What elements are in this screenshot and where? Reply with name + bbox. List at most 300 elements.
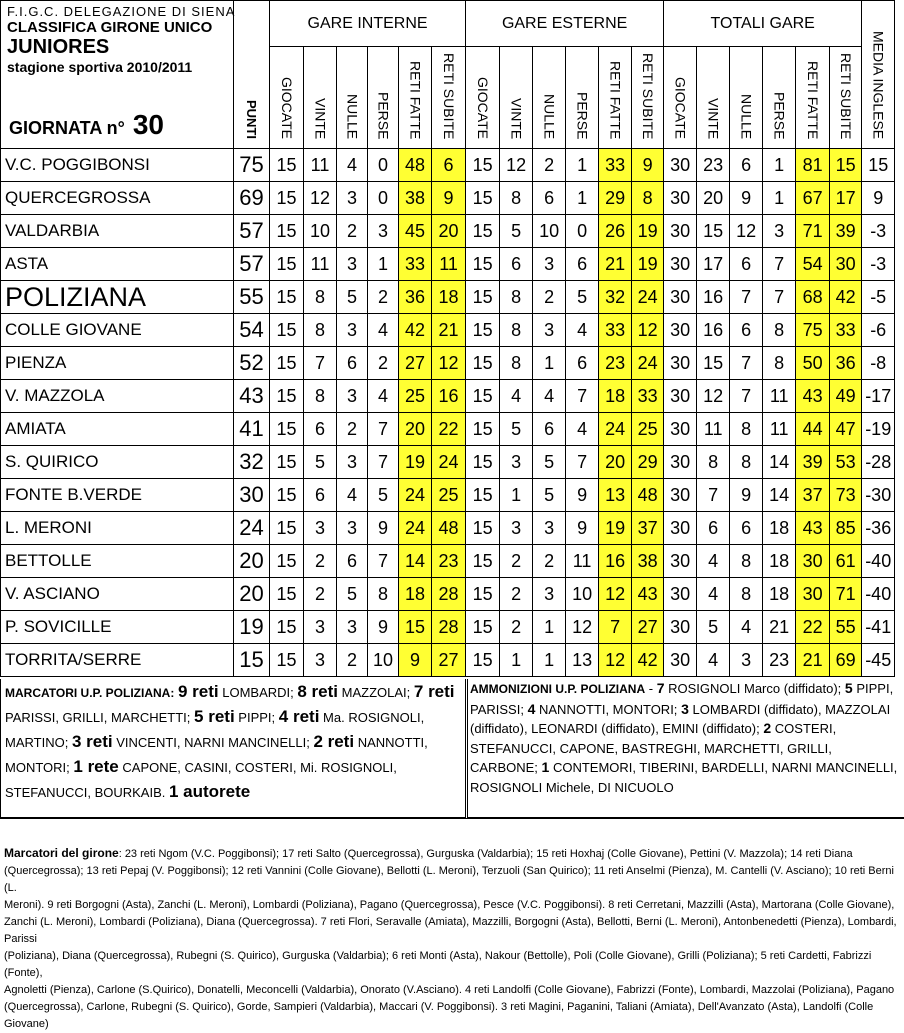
cell-away-5: 38: [632, 545, 664, 578]
goals-3: 3 reti: [71, 732, 113, 751]
table-row: [1, 380, 895, 413]
cell-tot-4: 50: [796, 347, 830, 380]
cell-away-1: 6: [500, 248, 533, 281]
col-header-tot-2: NULLE: [730, 47, 763, 149]
cell-tot-4: 44: [796, 413, 830, 446]
media-inglese: -5: [862, 281, 895, 314]
cell-tot-3: 1: [763, 149, 796, 182]
cell-tot-0: 30: [664, 644, 697, 677]
cell-tot-3: 11: [763, 380, 796, 413]
cell-tot-2: 8: [730, 545, 763, 578]
goals-5: 5 reti: [194, 707, 235, 726]
cell-tot-4: 54: [796, 248, 830, 281]
cell-home-1: 6: [304, 413, 337, 446]
cell-tot-2: 8: [730, 413, 763, 446]
cell-home-4: 42: [399, 314, 432, 347]
cell-home-1: 2: [304, 545, 337, 578]
cell-home-4: 20: [399, 413, 432, 446]
cell-away-3: 12: [566, 611, 599, 644]
team-name: POLIZIANA: [1, 281, 234, 314]
cell-away-3: 11: [566, 545, 599, 578]
col-header-home-4: RETI FATTE: [399, 47, 432, 149]
cell-away-2: 5: [533, 479, 566, 512]
table-row: [1, 512, 895, 545]
cell-away-5: 48: [632, 479, 664, 512]
cell-away-4: 29: [599, 182, 632, 215]
cell-tot-0: 30: [664, 413, 697, 446]
team-points: 19: [234, 611, 270, 644]
league-scorers-box: [0, 818, 904, 1030]
media-inglese: -41: [862, 611, 895, 644]
team-points: 24: [234, 512, 270, 545]
cell-home-0: 15: [270, 545, 304, 578]
team-name: P. SOVICILLE: [1, 611, 234, 644]
cell-home-2: 2: [337, 215, 368, 248]
cell-tot-0: 30: [664, 479, 697, 512]
cell-home-0: 15: [270, 446, 304, 479]
col-header-tot-5: RETI SUBITE: [830, 47, 862, 149]
cell-home-3: 7: [368, 545, 399, 578]
cell-tot-4: 71: [796, 215, 830, 248]
cell-tot-0: 30: [664, 215, 697, 248]
table-row: [1, 248, 895, 281]
cell-home-4: 38: [399, 182, 432, 215]
cell-away-2: 3: [533, 314, 566, 347]
warned-2: COSTERI, STEFANUCCI, CAPONE, BASTREGHI, MARCHETTI, GRILLI, CARBONE;: [470, 721, 837, 775]
cell-home-1: 5: [304, 446, 337, 479]
warned-5: PIPPI, PARISSI;: [470, 681, 894, 717]
cell-home-1: 8: [304, 380, 337, 413]
cell-tot-3: 11: [763, 413, 796, 446]
goals-9: 9 reti: [177, 682, 219, 701]
cell-tot-2: 6: [730, 512, 763, 545]
cell-home-2: 5: [337, 578, 368, 611]
cell-away-3: 7: [566, 446, 599, 479]
team-points: 43: [234, 380, 270, 413]
cell-home-5: 28: [432, 578, 466, 611]
cell-away-1: 5: [500, 413, 533, 446]
cell-home-4: 24: [399, 479, 432, 512]
cell-away-3: 1: [566, 149, 599, 182]
cell-away-1: 4: [500, 380, 533, 413]
table-row: [1, 347, 895, 380]
cell-away-2: 4: [533, 380, 566, 413]
cell-home-1: 8: [304, 281, 337, 314]
table-row: [1, 149, 895, 182]
cell-home-1: 12: [304, 182, 337, 215]
cell-tot-5: 36: [830, 347, 862, 380]
header-block: [1, 1, 234, 149]
cell-home-3: 9: [368, 611, 399, 644]
warnings-1: 1: [541, 759, 550, 775]
scorers-7: PARISSI, GRILLI, MARCHETTI;: [5, 710, 191, 725]
cell-away-5: 12: [632, 314, 664, 347]
team-warnings-box: [467, 679, 904, 818]
cell-home-4: 19: [399, 446, 432, 479]
warned-1: CONTEMORI, TIBERINI, BARDELLI, NARNI MANCINELLI, ROSIGNOLI Michele, DI NICUOLO: [470, 760, 898, 795]
team-name: FONTE B.VERDE: [1, 479, 234, 512]
cell-away-1: 3: [500, 446, 533, 479]
cell-away-5: 42: [632, 644, 664, 677]
cell-tot-1: 23: [697, 149, 730, 182]
media-inglese: -30: [862, 479, 895, 512]
team-name: V.C. POGGIBONSI: [1, 149, 234, 182]
warnings-dash: -: [648, 681, 654, 696]
scorers-2: NANNOTTI, MONTORI;: [5, 735, 428, 775]
team-points: 57: [234, 215, 270, 248]
goals-1: 1 rete: [73, 757, 119, 776]
cell-tot-1: 16: [697, 281, 730, 314]
cell-away-0: 15: [466, 545, 500, 578]
cell-home-5: 24: [432, 446, 466, 479]
media-inglese: -17: [862, 380, 895, 413]
cell-home-3: 7: [368, 446, 399, 479]
group-total-header: TOTALI GARE: [664, 1, 862, 47]
cell-tot-3: 8: [763, 347, 796, 380]
cell-home-1: 8: [304, 314, 337, 347]
team-name: PIENZA: [1, 347, 234, 380]
cell-away-0: 15: [466, 446, 500, 479]
cell-tot-1: 4: [697, 644, 730, 677]
group-home-header: GARE INTERNE: [270, 1, 466, 47]
scorers-5: PIPPI;: [238, 710, 276, 725]
cell-home-4: 45: [399, 215, 432, 248]
cell-tot-4: 30: [796, 578, 830, 611]
media-inglese: 9: [862, 182, 895, 215]
cell-away-5: 29: [632, 446, 664, 479]
cell-away-3: 1: [566, 182, 599, 215]
cell-home-2: 2: [337, 413, 368, 446]
cell-home-5: 18: [432, 281, 466, 314]
cell-away-0: 15: [466, 380, 500, 413]
cell-tot-3: 8: [763, 314, 796, 347]
cell-away-5: 24: [632, 347, 664, 380]
cell-home-4: 15: [399, 611, 432, 644]
cell-home-3: 10: [368, 644, 399, 677]
cell-tot-3: 1: [763, 182, 796, 215]
cell-home-3: 1: [368, 248, 399, 281]
table-row: [1, 545, 895, 578]
cell-home-2: 4: [337, 479, 368, 512]
round-info: [9, 109, 164, 141]
cell-away-0: 15: [466, 314, 500, 347]
cell-home-4: 36: [399, 281, 432, 314]
cell-home-5: 9: [432, 182, 466, 215]
cell-tot-5: 49: [830, 380, 862, 413]
cell-tot-0: 30: [664, 347, 697, 380]
media-header: MEDIA INGLESE: [862, 1, 895, 149]
col-header-away-3: PERSE: [566, 47, 599, 149]
cell-tot-2: 6: [730, 149, 763, 182]
col-header-home-2: NULLE: [337, 47, 368, 149]
cell-home-4: 14: [399, 545, 432, 578]
cell-tot-3: 14: [763, 446, 796, 479]
cell-tot-3: 7: [763, 281, 796, 314]
media-inglese: -45: [862, 644, 895, 677]
punti-header: PUNTI: [234, 1, 270, 149]
cell-home-2: 3: [337, 512, 368, 545]
cell-home-0: 15: [270, 644, 304, 677]
team-name: ASTA: [1, 248, 234, 281]
cell-away-1: 2: [500, 578, 533, 611]
team-points: 55: [234, 281, 270, 314]
table-row: [1, 446, 895, 479]
col-header-tot-4: RETI FATTE: [796, 47, 830, 149]
cell-tot-4: 75: [796, 314, 830, 347]
cell-tot-3: 14: [763, 479, 796, 512]
cell-tot-5: 61: [830, 545, 862, 578]
cell-tot-0: 30: [664, 149, 697, 182]
cell-tot-1: 15: [697, 215, 730, 248]
team-points: 15: [234, 644, 270, 677]
team-name: BETTOLLE: [1, 545, 234, 578]
cell-away-1: 5: [500, 215, 533, 248]
cell-home-0: 15: [270, 611, 304, 644]
cell-tot-0: 30: [664, 380, 697, 413]
cell-tot-2: 7: [730, 281, 763, 314]
cell-tot-1: 6: [697, 512, 730, 545]
cell-away-0: 15: [466, 479, 500, 512]
cell-tot-5: 42: [830, 281, 862, 314]
cell-away-4: 32: [599, 281, 632, 314]
cell-away-1: 1: [500, 644, 533, 677]
col-header-tot-3: PERSE: [763, 47, 796, 149]
team-points: 54: [234, 314, 270, 347]
round-number: 30: [132, 109, 165, 140]
cell-away-0: 15: [466, 413, 500, 446]
team-name: VALDARBIA: [1, 215, 234, 248]
cell-home-5: 6: [432, 149, 466, 182]
goals-8: 8 reti: [297, 682, 339, 701]
cell-home-2: 2: [337, 644, 368, 677]
cell-away-4: 13: [599, 479, 632, 512]
cell-tot-0: 30: [664, 446, 697, 479]
col-header-away-1: VINTE: [500, 47, 533, 149]
media-inglese: -36: [862, 512, 895, 545]
cell-away-3: 10: [566, 578, 599, 611]
cell-home-2: 3: [337, 611, 368, 644]
cell-away-0: 15: [466, 611, 500, 644]
cell-home-0: 15: [270, 578, 304, 611]
cell-home-2: 6: [337, 347, 368, 380]
cell-away-3: 9: [566, 479, 599, 512]
cell-tot-3: 21: [763, 611, 796, 644]
cell-away-0: 15: [466, 512, 500, 545]
cell-away-5: 19: [632, 215, 664, 248]
cell-home-3: 4: [368, 314, 399, 347]
cell-away-2: 1: [533, 347, 566, 380]
cell-tot-3: 23: [763, 644, 796, 677]
media-inglese: -8: [862, 347, 895, 380]
cell-tot-0: 30: [664, 248, 697, 281]
cell-away-4: 20: [599, 446, 632, 479]
col-header-home-3: PERSE: [368, 47, 399, 149]
cell-away-2: 3: [533, 512, 566, 545]
col-header-away-5: RETI SUBITE: [632, 47, 664, 149]
cell-home-3: 2: [368, 347, 399, 380]
cell-tot-3: 7: [763, 248, 796, 281]
cell-home-4: 48: [399, 149, 432, 182]
cell-home-2: 5: [337, 281, 368, 314]
cell-tot-3: 3: [763, 215, 796, 248]
cell-home-0: 15: [270, 479, 304, 512]
cell-away-5: 24: [632, 281, 664, 314]
cell-away-5: 25: [632, 413, 664, 446]
cell-tot-0: 30: [664, 545, 697, 578]
cell-tot-4: 68: [796, 281, 830, 314]
cell-tot-2: 9: [730, 479, 763, 512]
cell-home-5: 48: [432, 512, 466, 545]
cell-away-3: 4: [566, 413, 599, 446]
cell-tot-2: 6: [730, 248, 763, 281]
cell-away-2: 2: [533, 281, 566, 314]
cell-tot-1: 20: [697, 182, 730, 215]
cell-home-3: 7: [368, 413, 399, 446]
cell-away-2: 3: [533, 248, 566, 281]
warnings-title: AMMONIZIONI U.P. POLIZIANA: [470, 682, 646, 696]
cell-home-5: 16: [432, 380, 466, 413]
cell-home-1: 10: [304, 215, 337, 248]
media-inglese: -6: [862, 314, 895, 347]
team-points: 41: [234, 413, 270, 446]
cell-away-2: 5: [533, 446, 566, 479]
cell-tot-4: 67: [796, 182, 830, 215]
cell-tot-3: 18: [763, 578, 796, 611]
cell-tot-1: 7: [697, 479, 730, 512]
cell-home-0: 15: [270, 248, 304, 281]
cell-tot-4: 43: [796, 380, 830, 413]
cell-tot-5: 15: [830, 149, 862, 182]
cell-home-3: 2: [368, 281, 399, 314]
goals-7: 7 reti: [413, 682, 455, 701]
cell-home-1: 3: [304, 512, 337, 545]
cell-home-3: 0: [368, 182, 399, 215]
cell-tot-5: 55: [830, 611, 862, 644]
cell-tot-2: 7: [730, 347, 763, 380]
cell-home-5: 21: [432, 314, 466, 347]
cell-tot-2: 4: [730, 611, 763, 644]
cell-home-1: 2: [304, 578, 337, 611]
league-scorers-text: : 23 reti Ngom (V.C. Poggibonsi); 17 reti Salto (Quercegrossa), Gurguska (Valdarbia); 15 reti Hoxhaj (Colle Giovane), Pettini (V. Mazzola); 14 reti Diana (Quercegrossa); 13 reti Pepaj (V. Poggibonsi); 12 reti Vannini (Colle Giovane), Bellotti (L. Meroni), Terzuoli (San Quirico); 11 reti Anselmi (Pienza), M. Cantelli (V. Asciano); 10 reti Berni (L. Meroni). 9 reti Borgogni (Asta), Zanchi (L. Meroni), Lombardi (Poliziana), Pagano (Quercegrossa), Pesce (V.C. Poggibonsi). 8 reti Cerretani, Mazzilli (Asta), Martorana (Colle Giovane), Zanchi (L. Meroni), Lombardi (Poliziana), Diana (Quercegrossa). 7 reti Flori, Seravalle (Amiata), Mazzilli, Borgogni (Asta), Bellotti, Berni (L. Meroni), Antonbenedetti (Pienza), Lombardi, Parissi (Poliziana), Diana (Quercegrossa), Rubegni (S. Quirico), Gurguska (Valdarbia); 6 reti Monti (Asta), Nakour (Bettolle), Poli (Colle Giovane), Grilli (Poliziana); 5 reti Cardetti, Fabrizzi (Fonte), Agnoletti (Pienza), Carlone (S.Quirico), Donatelli, Meconcelli (Valdarbia), Onorato (V.Asciano). 4 reti Landolfi (Colle Giovane), Fabrizzi (Fonte), Lombardi, Mazzolai (Poliziana), Pagano (Quercegrossa), Carlone, Rubegni (S. Quirico), Gorde, Sampieri (Valdarbia), Maccari (V. Poggibonsi). 3 reti Magini, Paganini, Taliani (Amiata), Dell'Avanzato (Asta), Landolfi (Colle Giovane): [4, 848, 897, 1030]
cell-away-3: 0: [566, 215, 599, 248]
cell-away-4: 18: [599, 380, 632, 413]
cell-tot-3: 18: [763, 545, 796, 578]
cell-away-4: 16: [599, 545, 632, 578]
cell-away-5: 43: [632, 578, 664, 611]
cell-home-5: 23: [432, 545, 466, 578]
cell-away-4: 21: [599, 248, 632, 281]
cell-tot-5: 17: [830, 182, 862, 215]
table-row: [1, 479, 895, 512]
cell-tot-3: 18: [763, 512, 796, 545]
cell-away-3: 5: [566, 281, 599, 314]
cell-tot-0: 30: [664, 512, 697, 545]
cell-tot-5: 53: [830, 446, 862, 479]
cell-away-1: 12: [500, 149, 533, 182]
team-name: COLLE GIOVANE: [1, 314, 234, 347]
cell-home-4: 33: [399, 248, 432, 281]
team-name: AMIATA: [1, 413, 234, 446]
table-row: [1, 611, 895, 644]
cell-home-5: 20: [432, 215, 466, 248]
warnings-5: 5: [844, 680, 853, 696]
scorers-3: VINCENTI, NARNI MANCINELLI;: [116, 735, 310, 750]
team-name: V. ASCIANO: [1, 578, 234, 611]
team-points: 75: [234, 149, 270, 182]
scorers-1: CAPONE, CASINI, COSTERI, Mi. ROSIGNOLI, STEFANUCCI, BOURKAIB.: [5, 760, 397, 800]
cell-away-5: 33: [632, 380, 664, 413]
cell-away-1: 1: [500, 479, 533, 512]
warnings-2: 2: [763, 720, 772, 736]
cell-tot-5: 30: [830, 248, 862, 281]
cell-tot-1: 5: [697, 611, 730, 644]
team-points: 32: [234, 446, 270, 479]
cell-away-0: 15: [466, 281, 500, 314]
cell-away-0: 15: [466, 215, 500, 248]
cell-away-5: 37: [632, 512, 664, 545]
warnings-4: 4: [527, 700, 536, 717]
league-scorers-title: Marcatori del girone: [4, 846, 119, 860]
cell-away-3: 6: [566, 248, 599, 281]
team-points: 57: [234, 248, 270, 281]
table-row: [1, 644, 895, 677]
cell-home-1: 11: [304, 248, 337, 281]
cell-away-1: 8: [500, 281, 533, 314]
cell-home-4: 27: [399, 347, 432, 380]
cell-away-0: 15: [466, 644, 500, 677]
cell-away-2: 1: [533, 611, 566, 644]
cell-away-4: 33: [599, 314, 632, 347]
cell-home-2: 3: [337, 248, 368, 281]
cell-tot-1: 4: [697, 578, 730, 611]
cell-home-5: 12: [432, 347, 466, 380]
cell-tot-4: 81: [796, 149, 830, 182]
cell-home-4: 9: [399, 644, 432, 677]
warned-7: ROSIGNOLI Marco (diffidato);: [668, 681, 842, 696]
goals-4: 4 reti: [278, 707, 320, 726]
cell-home-1: 3: [304, 611, 337, 644]
cell-home-0: 15: [270, 182, 304, 215]
team-name: TORRITA/SERRE: [1, 644, 234, 677]
cell-tot-5: 47: [830, 413, 862, 446]
cell-away-3: 4: [566, 314, 599, 347]
cell-away-1: 2: [500, 545, 533, 578]
media-inglese: -40: [862, 578, 895, 611]
media-inglese: -19: [862, 413, 895, 446]
cell-tot-0: 30: [664, 281, 697, 314]
cell-home-1: 11: [304, 149, 337, 182]
cell-home-5: 22: [432, 413, 466, 446]
cell-tot-5: 73: [830, 479, 862, 512]
cell-away-5: 9: [632, 149, 664, 182]
cell-tot-1: 12: [697, 380, 730, 413]
cell-home-2: 6: [337, 545, 368, 578]
bottom-section: [0, 679, 904, 1030]
media-inglese: -3: [862, 215, 895, 248]
cell-away-0: 15: [466, 248, 500, 281]
col-header-away-2: NULLE: [533, 47, 566, 149]
cell-home-3: 0: [368, 149, 399, 182]
cell-away-0: 15: [466, 149, 500, 182]
cell-away-1: 8: [500, 314, 533, 347]
cell-away-4: 12: [599, 644, 632, 677]
cell-home-0: 15: [270, 347, 304, 380]
team-points: 30: [234, 479, 270, 512]
cell-away-2: 6: [533, 413, 566, 446]
cell-away-2: 10: [533, 215, 566, 248]
table-row: [1, 215, 895, 248]
cell-home-4: 24: [399, 512, 432, 545]
